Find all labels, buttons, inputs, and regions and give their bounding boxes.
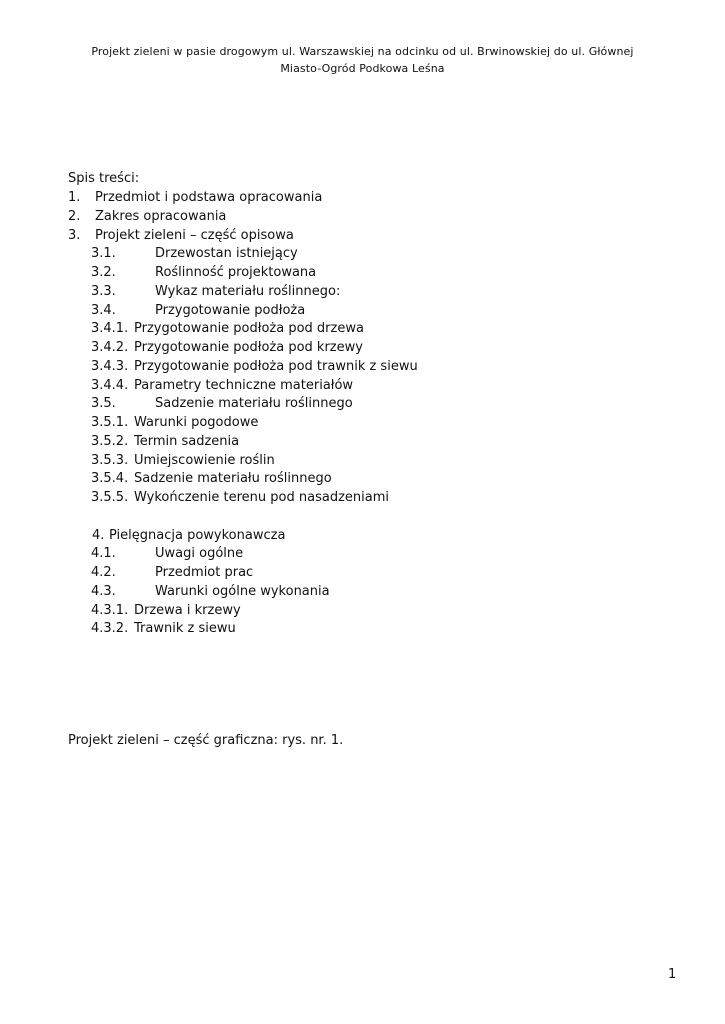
header-location: Miasto-Ogród Podkowa Leśna (280, 62, 445, 75)
table-of-contents (68, 189, 668, 639)
toc-item (68, 283, 668, 302)
toc-item (68, 583, 668, 602)
toc-item (68, 564, 668, 583)
toc-item-label: Roślinność projektowana (155, 265, 317, 280)
toc-item-label: Sadzenie materiału roślinnego (134, 471, 332, 487)
toc-item-number: 3.2. (91, 265, 116, 280)
toc-item-label: Przedmiot prac (155, 565, 254, 580)
toc-item-number: 3.5.1. (91, 415, 129, 430)
toc-item (68, 320, 668, 339)
toc-item-number: 2. (68, 208, 81, 224)
toc-item-number: 3.5.5. (91, 490, 129, 505)
toc-item-label: Zakres opracowania (95, 208, 227, 224)
toc-item-number: 4.3. (91, 583, 116, 599)
toc-item (68, 470, 668, 489)
toc-item-number: 4.3.1. (91, 602, 129, 618)
toc-item (68, 527, 668, 546)
toc-item-number: 4.2. (91, 565, 116, 580)
toc-item-number: 3.4.3. (91, 358, 129, 374)
toc-item-number: 4.3.2. (91, 621, 129, 637)
toc-item-number: 3.5.3. (91, 452, 129, 468)
toc-item (68, 245, 668, 264)
toc-spacer (68, 508, 668, 527)
toc-item-number: 3.4. (91, 302, 116, 318)
toc-item (68, 358, 668, 377)
toc-item-number: 4.1. (91, 546, 116, 562)
toc-item (68, 264, 668, 283)
toc-item (68, 620, 668, 639)
toc-item-label: Przygotowanie podłoża pod krzewy (134, 340, 363, 355)
toc-item-label: Drzewa i krzewy (134, 602, 241, 618)
toc-item-number: 3.5.2. (91, 433, 129, 449)
toc-title: Spis treści: (68, 171, 140, 186)
toc-item-label: Umiejscowienie roślin (134, 452, 275, 468)
toc-item (68, 489, 668, 508)
toc-item-label: Trawnik z siewu (134, 621, 236, 637)
toc-item-label: Drzewostan istniejący (155, 246, 298, 262)
toc-item (68, 452, 668, 471)
toc-item (68, 377, 668, 396)
toc-item (68, 602, 668, 621)
toc-item-number: 3. (68, 227, 81, 243)
toc-item-number: 3.3. (91, 283, 116, 299)
toc-item-label: Projekt zieleni – część opisowa (95, 227, 294, 243)
toc-item-label: Warunki ogólne wykonania (155, 583, 330, 599)
toc-item (68, 227, 668, 246)
toc-item (68, 433, 668, 452)
toc-item-number: 3.5.4. (91, 471, 129, 487)
toc-item-number: 3.5. (91, 396, 116, 412)
toc-item-label: Przygotowanie podłoża (155, 302, 306, 318)
toc-item (68, 302, 668, 321)
toc-item-label: Sadzenie materiału roślinnego (155, 396, 353, 412)
toc-item-label: Wykończenie terenu pod nasadzeniami (134, 490, 389, 505)
toc-item-label: Przedmiot i podstawa opracowania (95, 190, 323, 205)
header-project-title: Projekt zieleni w pasie drogowym ul. Warszawskiej na odcinku od ul. Brwinowskiej do ul. Głównej (91, 45, 634, 58)
page-header (0, 43, 725, 77)
toc-item-label: Warunki pogodowe (134, 415, 259, 430)
toc-item-number: 3.1. (91, 246, 116, 262)
toc-item (68, 545, 668, 564)
page-number: 1 (668, 967, 677, 982)
toc-item-number: 3.4.2. (91, 340, 129, 355)
toc-item-label: Pielęgnacja powykonawcza (109, 527, 286, 543)
toc-item-label: Wykaz materiału roślinnego: (155, 283, 341, 299)
toc-item-label: Przygotowanie podłoża pod trawnik z siewu (134, 358, 418, 374)
toc-item-label: Termin sadzenia (134, 433, 240, 449)
graphic-part-note: Projekt zieleni – część graficzna: rys. nr. 1. (68, 733, 344, 748)
toc-item (68, 208, 668, 227)
toc-item (68, 395, 668, 414)
toc-item-number: 4. (92, 527, 105, 543)
toc-item (68, 189, 668, 208)
toc-item-label: Przygotowanie podłoża pod drzewa (134, 321, 364, 337)
toc-item-number: 3.4.1. (91, 321, 129, 337)
toc-item-label: Parametry techniczne materiałów (134, 377, 354, 393)
toc-item-number: 1. (68, 190, 81, 205)
toc-item (68, 339, 668, 358)
toc-item-label: Uwagi ogólne (155, 546, 244, 562)
toc-item-number: 3.4.4. (91, 377, 129, 393)
toc-item (68, 414, 668, 433)
